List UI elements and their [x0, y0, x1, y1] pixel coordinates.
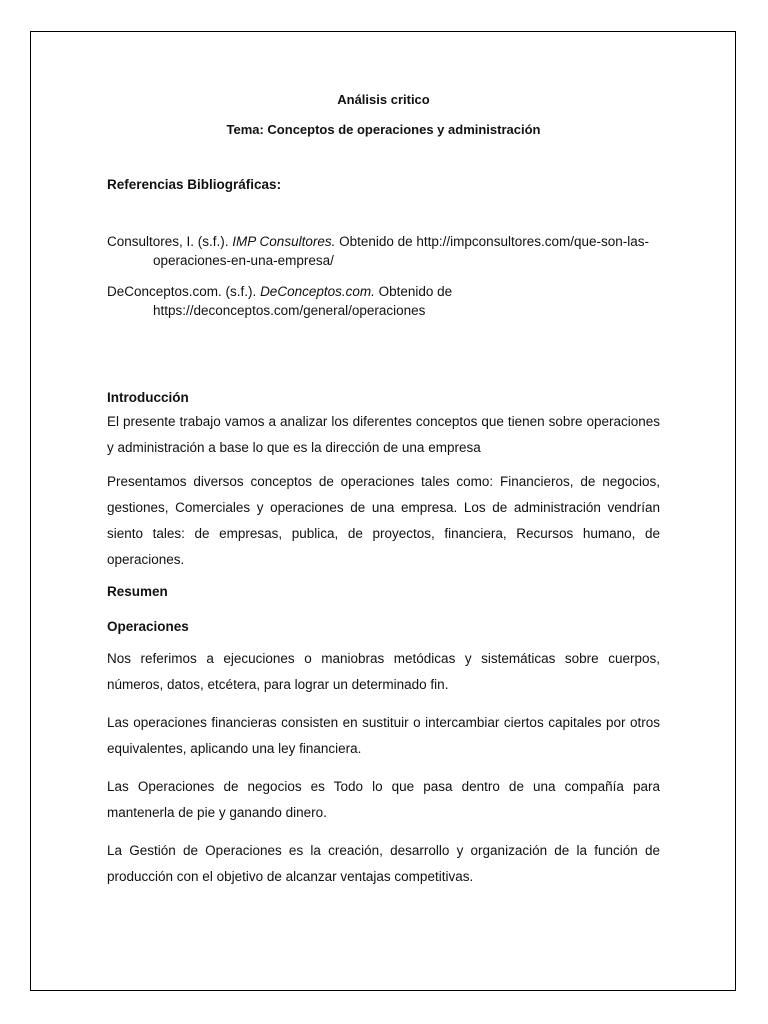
operations-paragraph: La Gestión de Operaciones es la creación, desarrollo y organización de la función de producción con el objetivo de alcanzar ventajas competitivas.	[107, 843, 660, 884]
reference-item	[107, 282, 660, 320]
intro-heading: Introducción	[107, 390, 189, 405]
reference-author: Consultores, I. (s.f.).	[107, 234, 233, 249]
intro-paragraph: Presentamos diversos conceptos de operaciones tales como: Financieros, de negocios, gestiones, Comerciales y operaciones de una empresa. Los de administración vendrían siento tales: de empresas, publica, de proyectos, financiera, Recursos humano, de operaciones.	[107, 474, 660, 567]
reference-source: DeConceptos.com.	[260, 284, 375, 299]
operations-paragraph: Las operaciones financieras consisten en sustituir o intercambiar ciertos capitales por otros equivalentes, aplicando una ley financiera.	[107, 715, 660, 756]
summary-heading: Resumen	[107, 584, 168, 599]
reference-rest: Obtenido de http://impconsultores.com/que-son-las-operaciones-en-una-empresa/	[153, 234, 650, 268]
intro-paragraph: El presente trabajo vamos a analizar los diferentes conceptos que tienen sobre operaciones y administración a base lo que es la dirección de una empresa	[107, 414, 660, 455]
document-title: Análisis critico	[337, 92, 430, 107]
reference-rest: Obtenido de https://deconceptos.com/general/operaciones	[153, 284, 453, 318]
operations-paragraph: Las Operaciones de negocios es Todo lo que pasa dentro de una compañía para mantenerla de pie y ganando dinero.	[107, 779, 660, 820]
reference-item	[107, 232, 660, 270]
reference-source: IMP Consultores.	[232, 234, 336, 249]
references-list	[107, 232, 660, 320]
document-page	[30, 31, 736, 991]
document-topic: Tema: Conceptos de operaciones y administración	[226, 122, 541, 137]
document-content	[107, 92, 660, 890]
reference-author: DeConceptos.com. (s.f.).	[107, 284, 261, 299]
operations-paragraph: Nos referimos a ejecuciones o maniobras metódicas y sistemáticas sobre cuerpos, números, datos, etcétera, para lograr un determinado fin.	[107, 651, 660, 692]
references-heading: Referencias Bibliográficas:	[107, 177, 282, 192]
operations-heading: Operaciones	[107, 619, 189, 634]
